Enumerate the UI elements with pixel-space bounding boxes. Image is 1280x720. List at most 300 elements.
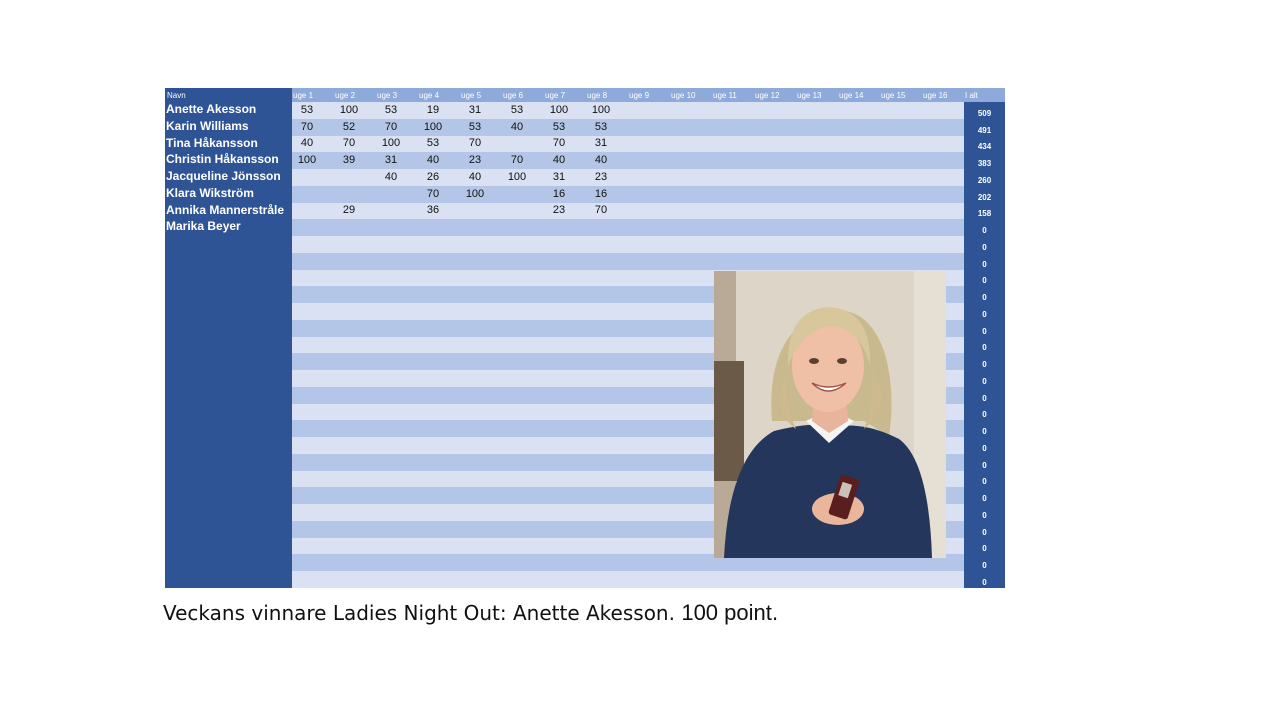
score-cell (544, 404, 586, 421)
score-cell (628, 487, 670, 504)
score-cell (922, 152, 964, 169)
player-name-cell (165, 538, 292, 555)
score-cell (628, 337, 670, 354)
player-name-cell (165, 387, 292, 404)
score-cell (460, 554, 502, 571)
score-cell (922, 102, 964, 119)
score-cell (670, 337, 712, 354)
score-cell (628, 404, 670, 421)
score-cell (628, 387, 670, 404)
week-column-header: uge 11 (712, 88, 754, 102)
score-cell (796, 219, 838, 236)
score-cell: 70 (502, 152, 544, 169)
score-cell (460, 437, 502, 454)
total-cell: 202 (964, 186, 1005, 203)
score-cell (502, 203, 544, 220)
score-cell (628, 136, 670, 153)
score-cell: 70 (544, 136, 586, 153)
score-cell (292, 186, 334, 203)
score-cell (586, 571, 628, 588)
score-cell: 23 (586, 169, 628, 186)
score-cell (796, 571, 838, 588)
total-cell: 0 (964, 236, 1005, 253)
score-cell (460, 203, 502, 220)
table-row (165, 102, 1005, 119)
score-cell (292, 337, 334, 354)
score-cell: 40 (586, 152, 628, 169)
score-cell (376, 487, 418, 504)
score-cell (754, 152, 796, 169)
score-cell (376, 538, 418, 555)
score-cell (502, 387, 544, 404)
player-name-cell (165, 404, 292, 421)
score-cell (628, 270, 670, 287)
player-name-cell (165, 471, 292, 488)
score-cell (418, 538, 460, 555)
score-cell (292, 404, 334, 421)
score-cell (334, 521, 376, 538)
score-cell: 70 (376, 119, 418, 136)
score-cell (544, 286, 586, 303)
score-cell: 53 (292, 102, 334, 119)
total-cell: 0 (964, 303, 1005, 320)
player-name-cell: Klara Wikström (165, 186, 292, 203)
score-cell (418, 404, 460, 421)
player-name-cell (165, 353, 292, 370)
score-cell (544, 270, 586, 287)
score-cell (502, 253, 544, 270)
week-column-header: uge 16 (922, 88, 964, 102)
score-cell: 23 (544, 203, 586, 220)
table-row (165, 571, 1005, 588)
score-cell (544, 370, 586, 387)
score-cell (670, 102, 712, 119)
score-cell (880, 203, 922, 220)
score-cell (292, 253, 334, 270)
score-cell (334, 286, 376, 303)
score-cell (628, 236, 670, 253)
week-column-header: uge 15 (880, 88, 922, 102)
score-cell: 31 (586, 136, 628, 153)
total-column-header: I alt (964, 88, 1005, 102)
score-cell (292, 286, 334, 303)
player-name-cell (165, 487, 292, 504)
score-cell (376, 303, 418, 320)
score-cell (712, 203, 754, 220)
score-cell (880, 571, 922, 588)
score-cell (544, 320, 586, 337)
player-name-cell (165, 571, 292, 588)
score-cell (334, 253, 376, 270)
score-cell (544, 471, 586, 488)
score-cell: 16 (586, 186, 628, 203)
player-name-cell (165, 370, 292, 387)
score-cell (922, 219, 964, 236)
score-cell (670, 236, 712, 253)
score-cell (502, 219, 544, 236)
score-cell (334, 404, 376, 421)
score-cell (460, 286, 502, 303)
score-cell: 100 (544, 102, 586, 119)
score-cell (460, 487, 502, 504)
score-cell: 53 (460, 119, 502, 136)
score-cell (334, 471, 376, 488)
score-cell (292, 320, 334, 337)
score-cell (376, 571, 418, 588)
score-cell (460, 504, 502, 521)
score-cell (838, 102, 880, 119)
score-cell (544, 219, 586, 236)
player-name-cell: Karin Williams (165, 119, 292, 136)
score-cell (334, 437, 376, 454)
score-cell (376, 219, 418, 236)
player-name-cell (165, 303, 292, 320)
score-cell (418, 370, 460, 387)
score-cell (292, 487, 334, 504)
score-cell (670, 437, 712, 454)
score-cell: 100 (460, 186, 502, 203)
score-cell (880, 253, 922, 270)
score-cell (838, 571, 880, 588)
score-cell (922, 136, 964, 153)
score-cell (628, 102, 670, 119)
score-cell (418, 253, 460, 270)
score-cell (544, 337, 586, 354)
player-name-cell: Annika Mannerstråle (165, 203, 292, 220)
score-cell (712, 253, 754, 270)
score-cell: 53 (544, 119, 586, 136)
score-cell (460, 253, 502, 270)
score-cell (334, 186, 376, 203)
player-name-cell: Jacqueline Jönsson (165, 169, 292, 186)
score-cell (376, 387, 418, 404)
score-cell (628, 303, 670, 320)
total-cell: 0 (964, 487, 1005, 504)
score-cell (628, 554, 670, 571)
score-cell (376, 404, 418, 421)
score-cell (292, 554, 334, 571)
score-cell (502, 504, 544, 521)
score-cell (670, 219, 712, 236)
score-cell (376, 353, 418, 370)
table-row (165, 136, 1005, 153)
player-name-cell: Christin Håkansson (165, 152, 292, 169)
score-cell (670, 387, 712, 404)
player-name-cell (165, 253, 292, 270)
score-cell (334, 353, 376, 370)
score-cell: 100 (376, 136, 418, 153)
score-cell (922, 169, 964, 186)
score-cell (796, 152, 838, 169)
total-cell: 0 (964, 219, 1005, 236)
score-cell (334, 571, 376, 588)
score-cell (418, 286, 460, 303)
player-name-cell (165, 270, 292, 287)
score-cell (712, 186, 754, 203)
score-cell (712, 236, 754, 253)
total-cell: 0 (964, 554, 1005, 571)
score-cell (754, 169, 796, 186)
score-cell (292, 538, 334, 555)
score-cell (670, 253, 712, 270)
score-cell (544, 353, 586, 370)
player-name-cell (165, 320, 292, 337)
week-column-header: uge 10 (670, 88, 712, 102)
total-cell: 0 (964, 454, 1005, 471)
total-cell: 509 (964, 102, 1005, 119)
score-cell (502, 270, 544, 287)
score-cell (544, 571, 586, 588)
score-cell (376, 554, 418, 571)
score-cell: 29 (334, 203, 376, 220)
score-cell: 40 (544, 152, 586, 169)
score-cell (376, 420, 418, 437)
score-cell (376, 320, 418, 337)
score-cell (628, 370, 670, 387)
score-cell (376, 253, 418, 270)
score-cell (460, 320, 502, 337)
score-cell (628, 219, 670, 236)
score-cell (838, 119, 880, 136)
score-cell (628, 253, 670, 270)
player-name-cell (165, 286, 292, 303)
total-cell: 0 (964, 337, 1005, 354)
total-cell: 0 (964, 437, 1005, 454)
week-column-header: uge 7 (544, 88, 586, 102)
total-cell: 0 (964, 521, 1005, 538)
score-cell (544, 236, 586, 253)
score-cell (586, 538, 628, 555)
score-cell (670, 538, 712, 555)
score-cell (796, 186, 838, 203)
score-cell (460, 303, 502, 320)
score-cell (334, 320, 376, 337)
score-cell (922, 119, 964, 136)
score-cell (628, 420, 670, 437)
table-row (165, 152, 1005, 169)
score-cell (334, 169, 376, 186)
score-cell (376, 370, 418, 387)
score-cell: 39 (334, 152, 376, 169)
score-cell (754, 203, 796, 220)
score-cell (292, 303, 334, 320)
score-cell (460, 387, 502, 404)
score-cell (502, 521, 544, 538)
total-cell: 0 (964, 538, 1005, 555)
score-cell (628, 437, 670, 454)
score-cell (292, 571, 334, 588)
player-name-cell (165, 420, 292, 437)
score-cell (796, 253, 838, 270)
total-cell: 0 (964, 404, 1005, 421)
score-cell (712, 102, 754, 119)
score-cell (712, 136, 754, 153)
score-cell (544, 504, 586, 521)
player-name-cell (165, 504, 292, 521)
score-cell (418, 571, 460, 588)
score-cell (460, 219, 502, 236)
score-cell (292, 270, 334, 287)
score-cell (586, 404, 628, 421)
score-cell (460, 538, 502, 555)
total-cell: 260 (964, 169, 1005, 186)
score-cell (670, 286, 712, 303)
score-cell (376, 521, 418, 538)
score-cell: 31 (376, 152, 418, 169)
score-cell (670, 353, 712, 370)
score-cell (796, 236, 838, 253)
score-cell (880, 102, 922, 119)
score-cell: 100 (418, 119, 460, 136)
score-cell (418, 471, 460, 488)
score-cell (460, 353, 502, 370)
score-cell (502, 370, 544, 387)
score-cell (544, 554, 586, 571)
score-cell (586, 337, 628, 354)
score-cell (418, 353, 460, 370)
score-cell (502, 286, 544, 303)
score-cell (922, 253, 964, 270)
score-cell: 31 (544, 169, 586, 186)
score-cell (628, 571, 670, 588)
score-cell: 53 (502, 102, 544, 119)
caption (163, 600, 778, 626)
total-cell: 434 (964, 136, 1005, 153)
score-cell: 100 (334, 102, 376, 119)
score-cell (460, 404, 502, 421)
score-cell: 19 (418, 102, 460, 119)
score-cell (838, 152, 880, 169)
table-row (165, 186, 1005, 203)
player-name-cell: Tina Håkansson (165, 136, 292, 153)
score-cell: 40 (292, 136, 334, 153)
score-cell (670, 186, 712, 203)
score-cell (586, 454, 628, 471)
score-cell (502, 320, 544, 337)
score-cell: 40 (376, 169, 418, 186)
score-cell (544, 538, 586, 555)
score-cell: 53 (376, 102, 418, 119)
score-cell (670, 404, 712, 421)
score-cell (838, 236, 880, 253)
table-row (165, 253, 1005, 270)
score-cell (502, 454, 544, 471)
score-cell (292, 236, 334, 253)
score-cell (502, 554, 544, 571)
week-column-header: uge 6 (502, 88, 544, 102)
score-cell: 40 (460, 169, 502, 186)
score-cell: 53 (586, 119, 628, 136)
week-column-header: uge 13 (796, 88, 838, 102)
total-cell: 0 (964, 320, 1005, 337)
score-cell (376, 504, 418, 521)
score-cell (334, 420, 376, 437)
score-cell (292, 353, 334, 370)
total-cell: 0 (964, 420, 1005, 437)
score-cell (670, 454, 712, 471)
table-row (165, 119, 1005, 136)
score-cell (502, 303, 544, 320)
score-cell (712, 169, 754, 186)
score-cell (292, 504, 334, 521)
score-cell (418, 219, 460, 236)
score-cell (838, 136, 880, 153)
week-column-header: uge 4 (418, 88, 460, 102)
score-cell (502, 136, 544, 153)
score-cell (292, 370, 334, 387)
score-cell: 100 (586, 102, 628, 119)
score-cell (334, 504, 376, 521)
score-cell (544, 437, 586, 454)
score-cell (586, 353, 628, 370)
score-cell (670, 136, 712, 153)
total-cell: 0 (964, 353, 1005, 370)
total-cell: 0 (964, 253, 1005, 270)
score-cell (544, 387, 586, 404)
score-cell (922, 203, 964, 220)
score-cell (922, 186, 964, 203)
score-cell (334, 387, 376, 404)
score-cell (754, 253, 796, 270)
score-cell (838, 203, 880, 220)
table-row (165, 169, 1005, 186)
score-cell (880, 219, 922, 236)
score-cell (880, 236, 922, 253)
score-cell: 100 (502, 169, 544, 186)
week-column-header: uge 2 (334, 88, 376, 102)
score-cell (418, 521, 460, 538)
score-cell (670, 203, 712, 220)
week-column-header: uge 1 (292, 88, 334, 102)
score-cell (544, 420, 586, 437)
score-cell (670, 303, 712, 320)
score-cell (880, 152, 922, 169)
score-cell (334, 454, 376, 471)
score-cell (334, 270, 376, 287)
score-cell (586, 286, 628, 303)
score-cell (670, 169, 712, 186)
score-cell (670, 554, 712, 571)
score-cell (460, 270, 502, 287)
score-cell (418, 437, 460, 454)
score-cell (502, 337, 544, 354)
score-cell (586, 487, 628, 504)
score-cell (712, 219, 754, 236)
score-cell (712, 152, 754, 169)
score-cell (418, 504, 460, 521)
week-column-header: uge 8 (586, 88, 628, 102)
total-cell: 0 (964, 370, 1005, 387)
score-cell (292, 471, 334, 488)
total-cell: 0 (964, 387, 1005, 404)
score-cell: 70 (460, 136, 502, 153)
score-cell (544, 487, 586, 504)
score-cell (586, 504, 628, 521)
score-cell (628, 504, 670, 521)
score-cell (628, 186, 670, 203)
score-cell (460, 420, 502, 437)
score-cell (586, 521, 628, 538)
score-cell (292, 437, 334, 454)
score-cell (880, 119, 922, 136)
score-cell: 52 (334, 119, 376, 136)
score-cell (628, 203, 670, 220)
score-cell (796, 203, 838, 220)
score-cell (670, 487, 712, 504)
score-cell: 70 (586, 203, 628, 220)
score-cell (460, 471, 502, 488)
score-cell (586, 219, 628, 236)
